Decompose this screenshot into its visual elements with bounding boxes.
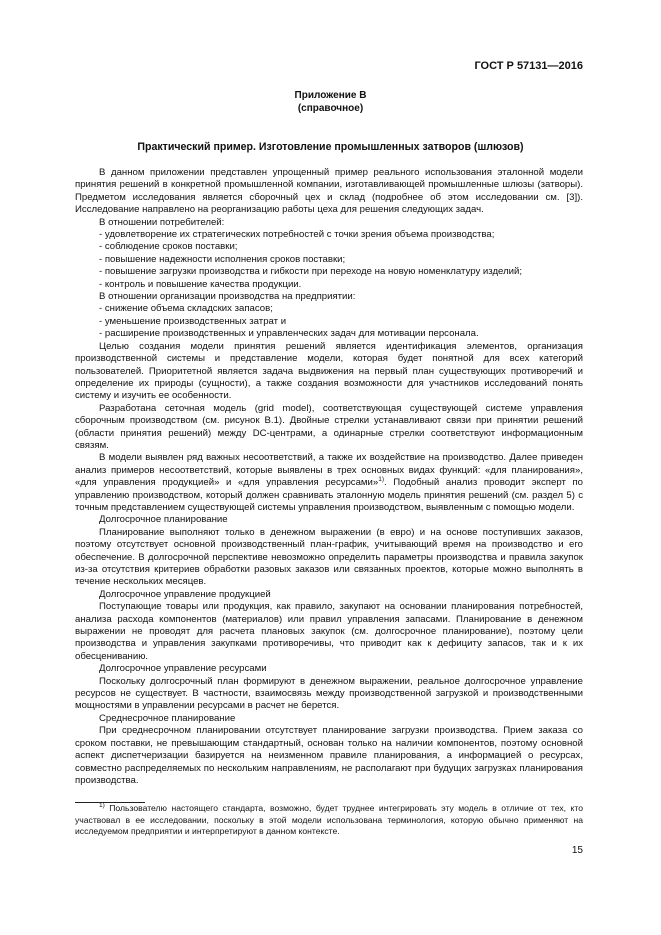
body-text [75, 167, 583, 787]
footnote-marker: 1) [99, 802, 105, 810]
list-intro-organization: В отношении организации производства на предприятии: [99, 291, 356, 303]
list-intro-consumers: В отношении потребителей: [99, 216, 225, 228]
subheading-long-term-planning: Долгосрочное планирование [99, 514, 228, 526]
paragraph-grid-model: Разработана сеточная модель (grid model), соответствующая существующей системе управления сборочным производством (см. рисунок В.1). Двойные стрелки устанавливают связи при принятии решений (области принятия решений) между DC-центрами, а одинарные стрелки соответствуют информационным связям. [75, 402, 583, 451]
list-item: - расширение производственных и управленческих задач для мотивации персонала. [99, 328, 479, 340]
list-item: - удовлетворение их стратегических потребностей с точки зрения объема производства; [99, 229, 495, 241]
annex-type: (справочное) [297, 103, 364, 114]
paragraph-long-term-resources: Поскольку долгосрочный план формируют в денежном выражении, реальное долгосрочное управление ресурсов не существует. В частности, взаимосвязь между производственной загрузкой и производственными мощностями в управлении ресурсами в расчет не берется. [75, 675, 583, 712]
list-item: - повышение загрузки производства и гибкости при переходе на новую номенклатуру изделий; [99, 266, 523, 278]
paragraph-text: В модели выявлен ряд важных несоответствий, а также их воздействие на производство. Далее приведен анализ примеров несоответствий, которые выявлены в трех основных видах функций: «для планирования», «для управления продукцией» и «для управления ресурсами» [75, 452, 583, 489]
paragraph-text: . Подобный анализ проводит эксперт по управлению производством, который должен сравнивать эталонную модель принятия решений (см. раздел 5) с точным представлением существующей системы управления производством, выявленным с помощью модели. [75, 477, 583, 513]
list-item: - повышение надежности исполнения сроков поставки; [99, 253, 346, 265]
footnote-text [75, 803, 583, 838]
paragraph-inconsistencies [75, 452, 583, 514]
section-title: Практический пример. Изготовление промышленных затворов (шлюзов) [137, 141, 524, 153]
subheading-long-term-product: Долгосрочное управление продукцией [99, 588, 271, 600]
paragraph-goal: Целью создания модели принятия решений является идентификация элементов, организация производственной системы и представление модели, которая будет понятной для всех категорий пользователей. Приоритетной является задача выдвижения на первый план существующих противоречий и определение их природы (сущности), а также создания возможности для участников исследований понять систему и изучить ее особенности. [75, 340, 583, 402]
paragraph-intro: В данном приложении представлен упрощенный пример реального использования эталонной модели принятия решений в конкретной промышленной компании, изготавливающей промышленные шлюзы (затворы). Предметом исследования является сборочный цех и склад (подробнее об этом исследовании см. [3]). Исследование направлено на реорганизацию работы цеха для решения следующих задач. [75, 167, 583, 216]
footnote-reference: 1) [378, 475, 384, 483]
subheading-long-term-resources: Долгосрочное управление ресурсами [99, 663, 267, 675]
page-number: 15 [571, 845, 583, 856]
list-item: - контроль и повышение качества продукции. [99, 278, 302, 290]
annex-heading [0, 89, 661, 115]
list-item: - соблюдение сроков поставки; [99, 241, 238, 253]
annex-label: Приложение В [294, 90, 367, 101]
paragraph-long-term-planning: Планирование выполняют только в денежном выражении (в евро) и на основе поступивших заказов, поэтому отсутствует основной производственный план-график, учитывающий время на производство и его обеспечение. В долгосрочной перспективе невозможно определить параметры производства и правила закупок из-за отсутствия критериев обработки разовых заказов или связанных проектов, которые можно выполнять в течение нескольких месяцев. [75, 526, 583, 588]
footnote-body: Пользователю настоящего стандарта, возможно, будет труднее интегрировать эту модель в отличие от тех, кто участвовал в ее исследовании, поскольку в этой модели использована терминология, которую обычно применяют на исследуемом предприятии и интерпретируют в данном контексте. [75, 803, 583, 837]
paragraph-long-term-product: Поступающие товары или продукция, как правило, закупают на основании планирования потребностей, анализа расхода компонентов (материалов) или правил управления запасами. Планирование в денежном выражении не проводят для расчета плановых закупок (см. долгосрочное планирование), поэтому цели производства и управления закупками противоречивы, что приводит как к дефициту запасов, так и к их обесцениванию. [75, 601, 583, 662]
list-item: - снижение объема складских запасов; [99, 303, 273, 315]
standard-number: ГОСТ Р 57131—2016 [474, 60, 583, 72]
subheading-mid-term-planning: Среднесрочное планирование [99, 712, 236, 724]
footnote [75, 803, 583, 838]
paragraph-mid-term-planning: При среднесрочном планировании отсутствует планирование загрузки производства. Прием заказа со сроком поставки, не превышающим стандартный, основан только на наличии компонентов, поэтому основной аспект диспетчеризации базируется на неизменном правиле планирования, а информацией о ресурсах, совместно распределяемых по нескольким направлениям, не располагают при будущих загрузках планирования производства. [75, 725, 583, 786]
list-item: - уменьшение производственных затрат и [99, 315, 287, 327]
